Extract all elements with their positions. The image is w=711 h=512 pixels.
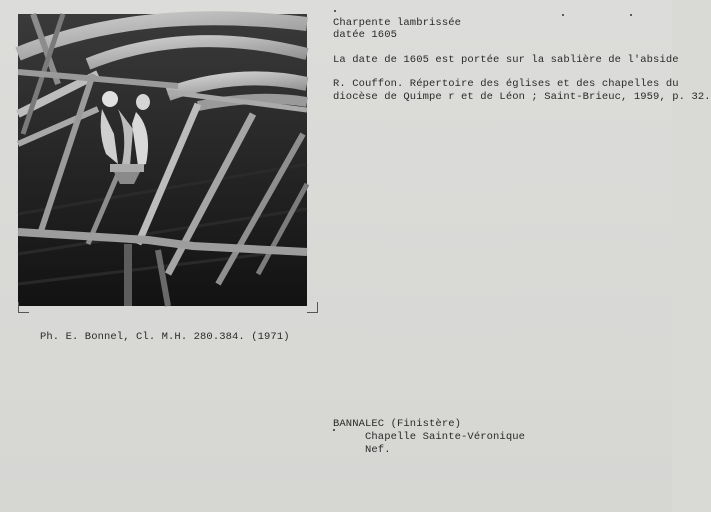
photo-credit: Ph. E. Bonnel, Cl. M.H. 280.384. (1971)	[40, 331, 290, 343]
roof-frame-photo	[18, 14, 307, 306]
photo-corner-mark-right	[307, 302, 318, 313]
reference-line1: R. Couffon. Répertoire des églises et des chapelles du	[333, 78, 679, 90]
location-building: Chapelle Sainte-Véronique	[365, 431, 526, 443]
punch-dot	[334, 10, 336, 12]
photo-corner-mark-left	[18, 302, 29, 313]
carved-timber-ceiling-image	[18, 14, 307, 306]
caption-title-line1: Charpente lambrissée	[333, 17, 462, 29]
caption-note: La date de 1605 est portée sur la sablière de l'abside	[333, 54, 679, 66]
location-part: Nef.	[365, 444, 391, 456]
punch-dot	[630, 14, 632, 16]
reference-line2: diocèse de Quimpe r et de Léon ; Saint-Brieuc, 1959, p. 32.	[333, 91, 711, 103]
caption-title-line2: datée 1605	[333, 29, 398, 41]
location-place: BANNALEC (Finistère)	[333, 418, 462, 430]
punch-dot	[562, 14, 564, 16]
